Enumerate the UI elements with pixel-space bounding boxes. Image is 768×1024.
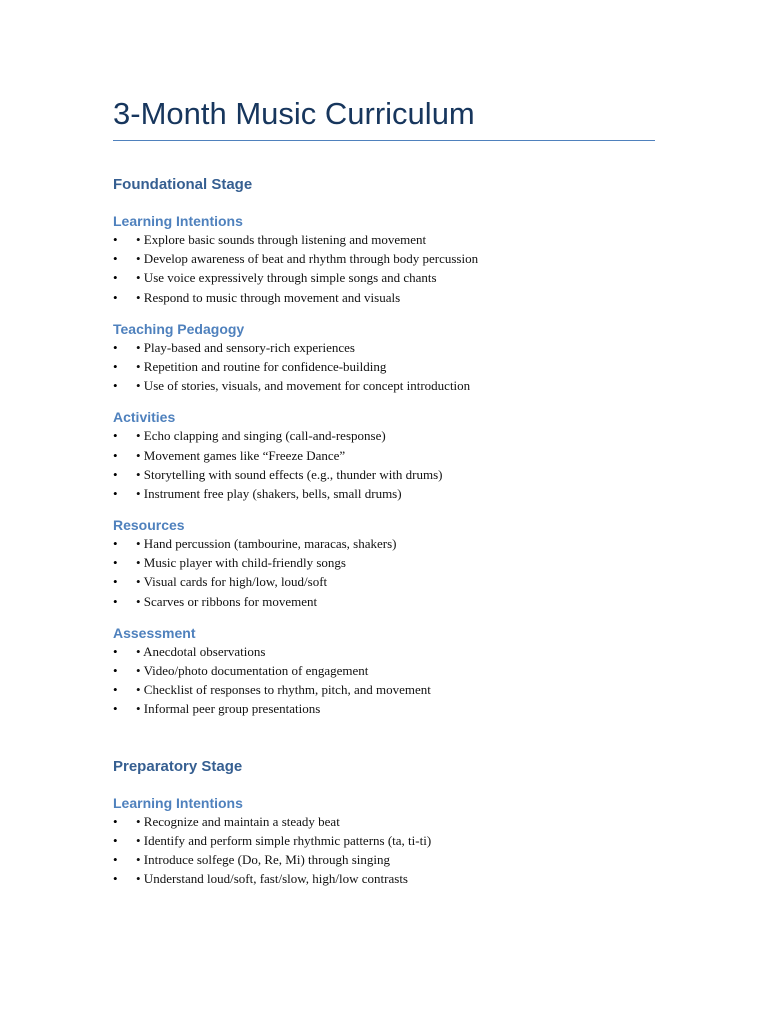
bullet-icon: •: [113, 447, 118, 463]
list-item: [113, 484, 655, 503]
section-heading: Learning Intentions: [113, 794, 243, 811]
bullet-icon: •: [113, 813, 118, 829]
list-item-text: • Checklist of responses to rhythm, pitch, and movement: [136, 682, 431, 698]
section-heading: Assessment: [113, 624, 196, 641]
bullet-icon: •: [113, 536, 118, 552]
list-item: [113, 699, 655, 718]
stage-heading: Preparatory Stage: [113, 757, 243, 775]
list-item-text: • Repetition and routine for confidence-building: [136, 358, 387, 374]
bullet-list: [113, 426, 655, 503]
bullet-icon: •: [113, 871, 118, 887]
document-body: [113, 175, 655, 888]
list-item-text: • Explore basic sounds through listening and movement: [136, 232, 427, 247]
bullet-icon: •: [113, 251, 118, 267]
list-item: [113, 446, 655, 465]
list-item: [113, 572, 655, 591]
list-item: [113, 426, 655, 445]
list-item-text: • Respond to music through movement and visuals: [136, 289, 401, 305]
section-heading: Resources: [113, 517, 185, 534]
list-item-text: • Movement games like “Freeze Dance”: [136, 447, 346, 463]
list-item-text: • Visual cards for high/low, loud/soft: [136, 574, 328, 590]
bullet-icon: •: [113, 428, 118, 444]
list-item: [113, 850, 655, 869]
bullet-icon: •: [113, 232, 118, 247]
bullet-list: [113, 812, 655, 889]
list-item: [113, 338, 655, 357]
list-item: [113, 268, 655, 287]
list-item: [113, 553, 655, 572]
bullet-icon: •: [113, 358, 118, 374]
section-heading: Activities: [113, 409, 176, 426]
bullet-list: [113, 642, 655, 719]
list-item: [113, 534, 655, 553]
bullet-icon: •: [113, 289, 118, 305]
section-heading: Learning Intentions: [113, 213, 243, 229]
list-item-text: • Instrument free play (shakers, bells, small drums): [136, 485, 402, 501]
list-item-text: • Identify and perform simple rhythmic patterns (ta, ti-ti): [136, 832, 432, 848]
list-item-text: • Introduce solfege (Do, Re, Mi) through singing: [136, 851, 391, 867]
bullet-icon: •: [113, 682, 118, 698]
list-item-text: • Use of stories, visuals, and movement for concept introduction: [136, 378, 471, 394]
list-item: [113, 831, 655, 850]
list-item-text: • Play-based and sensory-rich experiences: [136, 339, 355, 355]
list-item-text: • Use voice expressively through simple songs and chants: [136, 270, 437, 286]
bullet-icon: •: [113, 378, 118, 394]
list-item: [113, 680, 655, 699]
document-page: [113, 0, 655, 888]
list-item: [113, 288, 655, 307]
list-item: [113, 357, 655, 376]
bullet-list: [113, 230, 655, 307]
bullet-icon: •: [113, 574, 118, 590]
list-item-text: • Echo clapping and singing (call-and-response): [136, 428, 386, 444]
bullet-icon: •: [113, 555, 118, 571]
list-item: [113, 592, 655, 611]
stage-heading: Foundational Stage: [113, 176, 253, 193]
bullet-icon: •: [113, 593, 118, 609]
bullet-list: [113, 534, 655, 611]
bullet-icon: •: [113, 663, 118, 678]
list-item-text: • Recognize and maintain a steady beat: [136, 813, 340, 829]
section-heading: Teaching Pedagogy: [113, 320, 245, 337]
bullet-icon: •: [113, 701, 118, 717]
list-item: [113, 869, 655, 888]
list-item: [113, 465, 655, 484]
list-item: [113, 812, 655, 831]
bullet-icon: •: [113, 485, 118, 501]
list-item-text: • Storytelling with sound effects (e.g., thunder with drums): [136, 466, 443, 482]
list-item-text: • Music player with child-friendly songs: [136, 555, 346, 571]
list-item-text: • Develop awareness of beat and rhythm through body percussion: [136, 251, 479, 267]
list-item-text: • Scarves or ribbons for movement: [136, 593, 318, 609]
list-item: [113, 376, 655, 395]
bullet-icon: •: [113, 832, 118, 848]
document-title: 3-Month Music Curriculum: [113, 0, 655, 141]
list-item-text: • Anecdotal observations: [136, 643, 266, 659]
list-item: [113, 661, 655, 680]
list-item-text: • Informal peer group presentations: [136, 701, 321, 717]
list-item-text: • Video/photo documentation of engagement: [136, 663, 369, 678]
list-item-text: • Hand percussion (tambourine, maracas, shakers): [136, 536, 397, 552]
list-item: [113, 642, 655, 661]
list-item: [113, 230, 655, 249]
bullet-icon: •: [113, 851, 118, 867]
bullet-icon: •: [113, 643, 118, 659]
bullet-icon: •: [113, 339, 118, 355]
bullet-icon: •: [113, 270, 118, 286]
bullet-list: [113, 338, 655, 396]
list-item-text: • Understand loud/soft, fast/slow, high/low contrasts: [136, 871, 408, 887]
bullet-icon: •: [113, 466, 118, 482]
list-item: [113, 249, 655, 268]
